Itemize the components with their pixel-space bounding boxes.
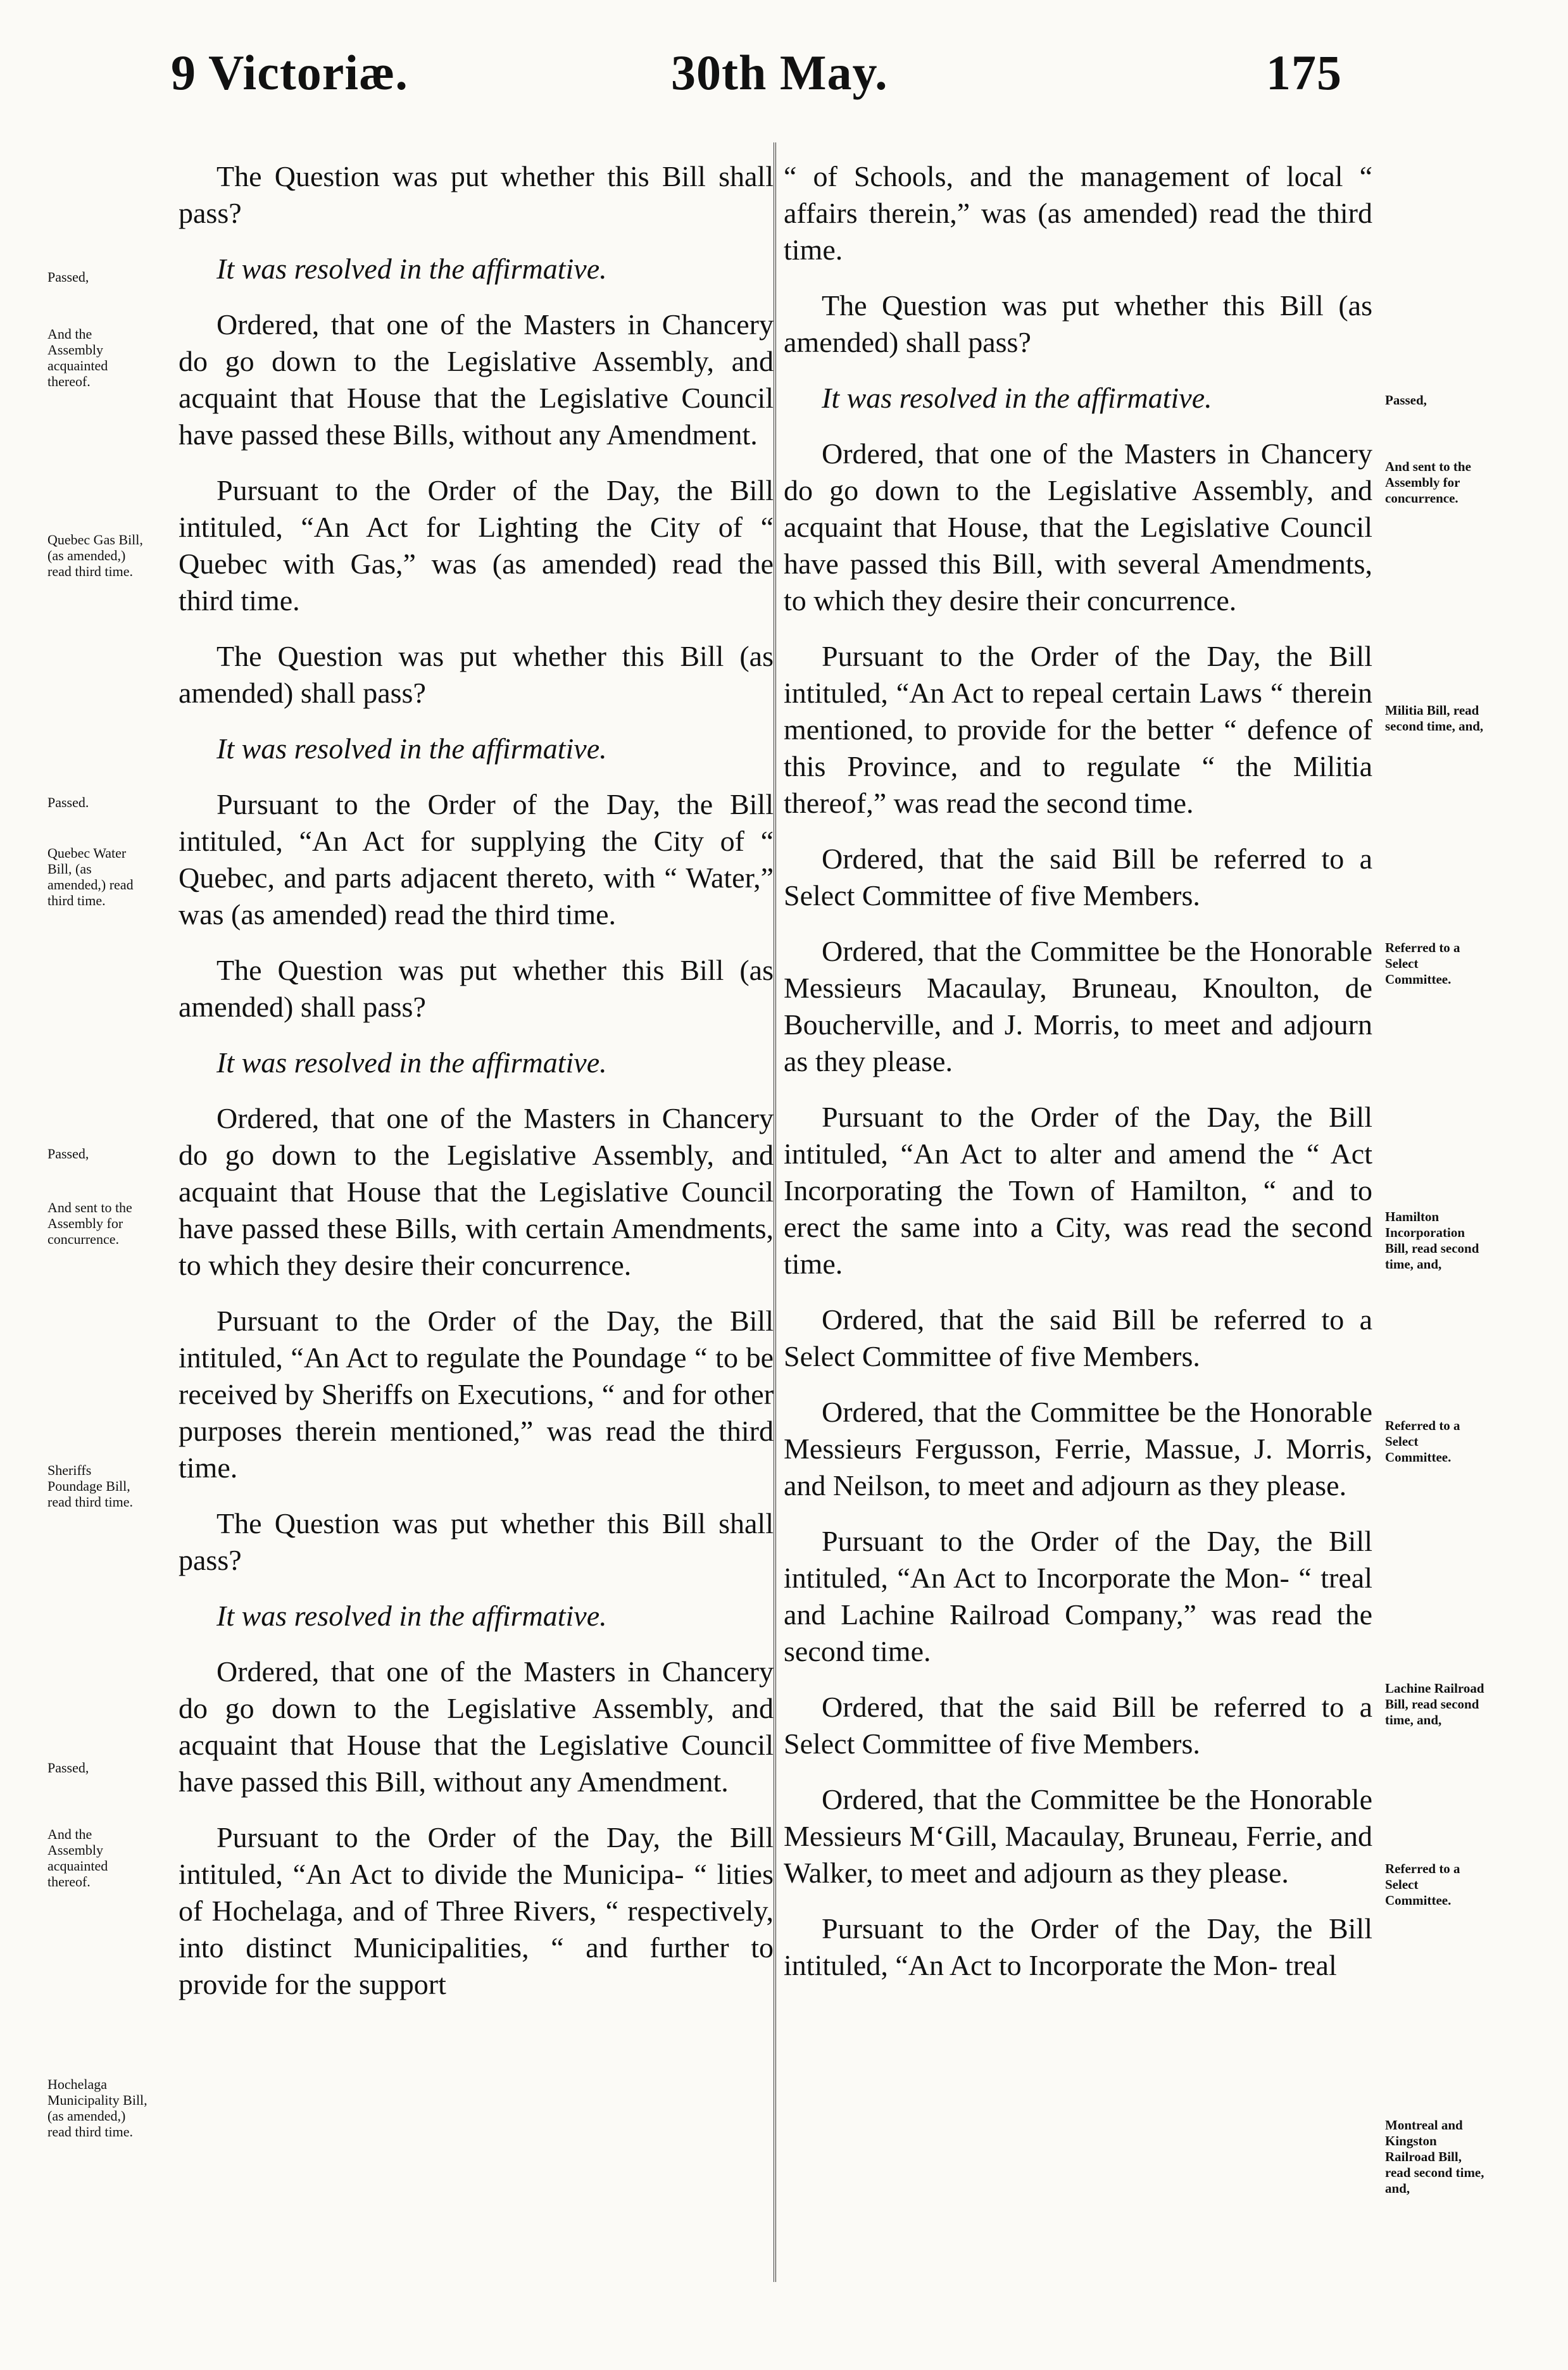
- margin-note: Lachine Railroad Bill, read second time, and,: [1385, 1681, 1484, 1727]
- paragraph: It was resolved in the affirmative.: [822, 382, 1212, 414]
- margin-note: Passed,: [1385, 392, 1427, 408]
- paragraph: Pursuant to the Order of the Day, the Bill intituled, “An Act for supplying the City of “ Quebec, and parts adjacent thereto, with “ Water,” was (as amended) read the third time.: [179, 788, 774, 931]
- paragraph: It was resolved in the affirmative.: [216, 253, 607, 285]
- paragraph: The Question was put whether this Bill (as amended) shall pass?: [784, 289, 1372, 358]
- paragraph: The Question was put whether this Bill shall pass?: [179, 160, 774, 229]
- margin-note: Passed,: [47, 1760, 89, 1776]
- margin-note: And sent to the Assembly for concurrence.: [1385, 459, 1471, 506]
- header-regnal-year: 9 Victoriæ.: [171, 45, 408, 100]
- paragraph: It was resolved in the affirmative.: [216, 732, 607, 765]
- margin-note: Hochelaga Municipality Bill, (as amended,) read third time.: [47, 2076, 147, 2140]
- margin-note: Sheriffs Poundage Bill, read third time.: [47, 1462, 134, 1510]
- paragraph: Pursuant to the Order of the Day, the Bill intituled, “An Act to repeal certain Laws “ therein mentioned, to provide for the better “ defence of this Province, and to regulate “ the Militia thereof,” was read the second time.: [784, 640, 1372, 819]
- paragraph: Ordered, that the said Bill be referred to a Select Committee of five Members.: [784, 843, 1372, 912]
- right-column: [784, 158, 1372, 2003]
- margin-note: Militia Bill, read second time, and,: [1385, 703, 1484, 734]
- paragraph: Pursuant to the Order of the Day, the Bill intituled, “An Act to Incorporate the Mon- “ treal and Lachine Railroad Company,” was read the second time.: [784, 1525, 1372, 1667]
- paragraph: Pursuant to the Order of the Day, the Bill intituled, “An Act to regulate the Poundage “ to be received by Sheriffs on Executions, “ and for other purposes therein mentioned,” was read the third time.: [179, 1305, 774, 1484]
- paragraph: Ordered, that one of the Masters in Chancery do go down to the Legislative Assembly, and acquaint that House that the Legislative Council have passed these Bills, with certain Amendments, to which they desire their concurrence.: [179, 1102, 774, 1281]
- margin-note: Passed,: [47, 269, 89, 285]
- paragraph: Ordered, that the said Bill be referred to a Select Committee of five Members.: [784, 1691, 1372, 1760]
- margin-note: And the Assembly acquainted thereof.: [47, 326, 108, 389]
- paragraph: Ordered, that one of the Masters in Chancery do go down to the Legislative Assembly, and acquaint that House that the Legislative Council have passed these Bills, without any Amendment.: [179, 308, 774, 451]
- margin-note: Referred to a Select Committee.: [1385, 1418, 1460, 1465]
- header-date: 30th May.: [671, 45, 888, 100]
- left-column: [179, 158, 774, 2022]
- margin-note: And the Assembly acquainted thereof.: [47, 1826, 108, 1890]
- paragraph: Ordered, that one of the Masters in Chancery do go down to the Legislative Assembly, and acquaint that House, that the Legislative Council have passed this Bill, with several Amendments, to which they desire their concurrence.: [784, 437, 1372, 617]
- page-header: [0, 44, 1568, 120]
- margin-note: Passed,: [47, 1146, 89, 1162]
- paragraph: It was resolved in the affirmative.: [216, 1046, 607, 1079]
- paragraph: “ of Schools, and the management of local “ affairs therein,” was (as amended) read the third time.: [784, 160, 1372, 266]
- paragraph: Pursuant to the Order of the Day, the Bill intituled, “An Act to divide the Municipa- “ lities of Hochelaga, and of Three Rivers, “ respectively, into distinct Municipalities, “ and further to provide for the support: [179, 1821, 774, 2000]
- margin-note: Passed.: [47, 794, 89, 810]
- paragraph: It was resolved in the affirmative.: [216, 1600, 607, 1632]
- margin-note: Hamilton Incorporation Bill, read second time, and,: [1385, 1209, 1479, 1272]
- margin-note: Quebec Water Bill, (as amended,) read third time.: [47, 845, 134, 908]
- margin-note: Referred to a Select Committee.: [1385, 940, 1460, 987]
- paragraph: The Question was put whether this Bill (as amended) shall pass?: [179, 954, 774, 1023]
- paragraph: Ordered, that one of the Masters in Chancery do go down to the Legislative Assembly, and acquaint that House that the Legislative Council have passed this Bill, without any Amendment.: [179, 1655, 774, 1798]
- margin-note: Montreal and Kingston Railroad Bill, read second time, and,: [1385, 2117, 1484, 2196]
- paragraph: Ordered, that the Committee be the Honorable Messieurs M‘Gill, Macaulay, Bruneau, Ferrie, and Walker, to meet and adjourn as they please.: [784, 1783, 1372, 1889]
- paragraph: The Question was put whether this Bill (as amended) shall pass?: [179, 640, 774, 709]
- paragraph: Pursuant to the Order of the Day, the Bill intituled, “An Act to alter and amend the “ Act Incorporating the Town of Hamilton, “ and to erect the same into a City, was read the second time.: [784, 1101, 1372, 1280]
- paragraph: The Question was put whether this Bill shall pass?: [179, 1507, 774, 1576]
- column-divider: [774, 142, 776, 2282]
- paragraph: Ordered, that the Committee be the Honorable Messieurs Macaulay, Bruneau, Knoulton, de Boucherville, and J. Morris, to meet and adjourn as they please.: [784, 935, 1372, 1077]
- paragraph: Pursuant to the Order of the Day, the Bill intituled, “An Act to Incorporate the Mon- treal: [784, 1912, 1372, 1981]
- paragraph: Ordered, that the Committee be the Honorable Messieurs Fergusson, Ferrie, Massue, J. Morris, and Neilson, to meet and adjourn as they please.: [784, 1396, 1372, 1502]
- margin-note: Referred to a Select Committee.: [1385, 1861, 1460, 1908]
- page-number: 175: [1266, 45, 1342, 100]
- paragraph: Ordered, that the said Bill be referred to a Select Committee of five Members.: [784, 1303, 1372, 1372]
- margin-note: And sent to the Assembly for concurrence.: [47, 1200, 132, 1247]
- margin-note: Quebec Gas Bill, (as amended,) read third time.: [47, 532, 143, 579]
- paragraph: Pursuant to the Order of the Day, the Bill intituled, “An Act for Lighting the City of “ Quebec with Gas,” was (as amended) read the third time.: [179, 474, 774, 617]
